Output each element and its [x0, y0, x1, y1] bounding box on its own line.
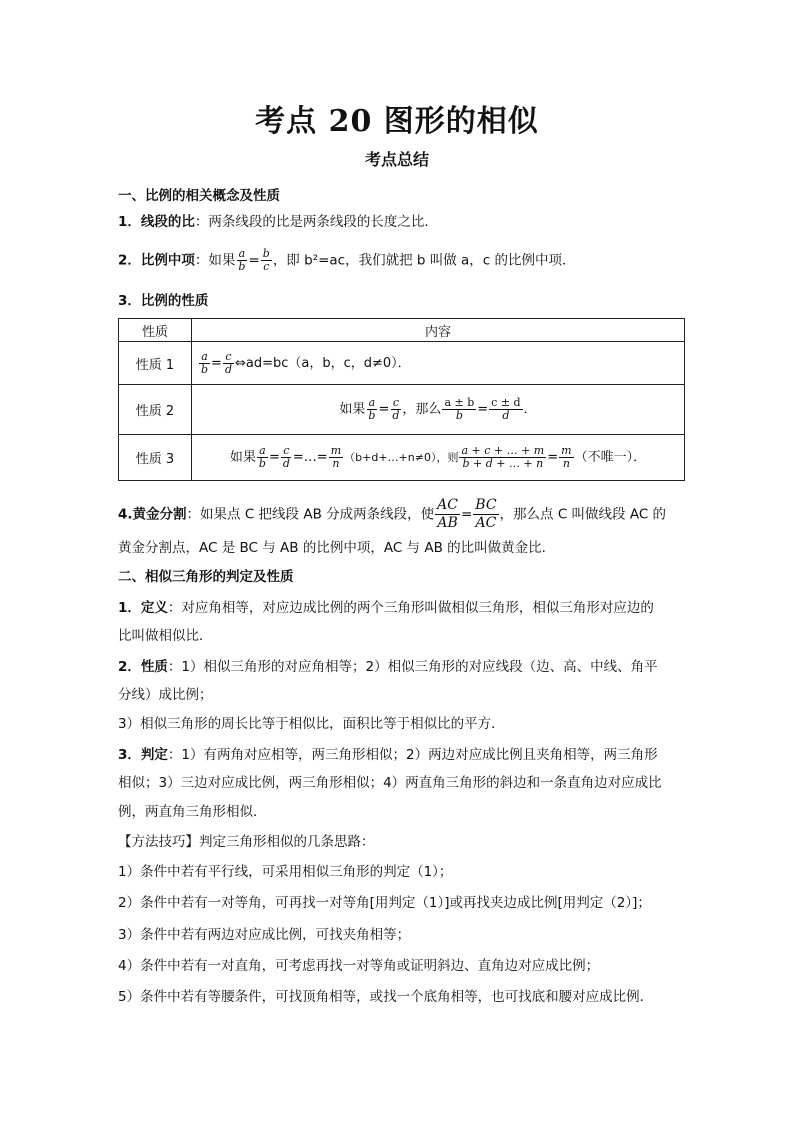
equals-sign: =	[248, 252, 260, 269]
judge-line: 3．判定：1）有两角对应相等，两三角形相似；2）两边对应成比例且夹角相等，两三角形	[118, 747, 658, 763]
fraction-ac-ab: $\frac{AC}{AB}$	[437, 497, 458, 531]
item-segment-ratio	[118, 212, 438, 232]
section1-heading: 一、比例的相关概念及性质	[118, 188, 280, 204]
fraction-bc-ac: $\frac{BC}{AC}$	[475, 497, 497, 531]
item1-label: 1．线段的比	[118, 214, 195, 230]
item-mean-proportional	[118, 248, 576, 273]
item3-label: 3．比例的性质	[118, 293, 209, 309]
properties-table	[118, 318, 685, 481]
row3-content: 如果 $\frac{a}{b}$ = $\frac{c}{d}$ =…= $\frac{m}{n}$ （b+d+…+n≠0），则 $\frac{a + c + \dots + m}{b + d + \dots + n}$ = $\frac{m}{n}$ （不唯一）．	[192, 435, 685, 481]
fraction-a-over-b: $\frac{a}{b}$	[238, 247, 246, 273]
property-line2: 分线）成比例；	[118, 687, 213, 703]
fraction: $\frac{m}{n}$	[561, 444, 572, 470]
definition-line: 1．定义：对应角相等，对应边成比例的两个三角形叫做相似三角形，相似三角形对应边的	[118, 600, 654, 616]
table-row	[119, 385, 685, 435]
tip-item: 4）条件中若有一对直角，可考虑再找一对等角或证明斜边、直角边对应成比例；	[118, 958, 600, 974]
property-line: 2．性质：1）相似三角形的对应角相等；2）相似三角形的对应线段（边、高、中线、角平	[118, 659, 658, 675]
fraction: $\frac{c \pm d}{d}$	[491, 396, 521, 422]
row2-label: 性质 2	[119, 385, 192, 435]
tip-item: 3）条件中若有两边对应成比例，可找夹角相等；	[118, 927, 411, 943]
row1-label: 性质 1	[119, 342, 192, 385]
property-line3: 3）相似三角形的周长比等于相似比，面积比等于相似比的平方．	[118, 716, 505, 732]
item2-pre: ：如果	[194, 252, 236, 269]
page-title: 考点 20 图形的相似	[255, 104, 539, 139]
tip-item: 1）条件中若有平行线，可采用相似三角形的判定（1）；	[118, 864, 453, 880]
golden-line2: 黄金分割点，AC 是 BC 与 AB 的比例中项，AC 与 AB 的比叫做黄金比．	[118, 540, 556, 556]
fraction-b-over-c: $\frac{b}{c}$	[262, 247, 270, 273]
tips-heading: 【方法技巧】判定三角形相似的几条思路：	[118, 834, 375, 850]
golden-label: 4.黄金分割	[118, 506, 187, 523]
row2-content: 如果 $\frac{a}{b}$ = $\frac{c}{d}$ ，那么 $\frac{a \pm b}{b}$ = $\frac{c \pm d}{d}$ ．	[192, 385, 685, 435]
page-subtitle: 考点总结	[364, 150, 429, 169]
tip-item: 5）条件中若有等腰条件，可找顶角相等，或找一个底角相等，也可找底和腰对应成比例．	[118, 989, 654, 1005]
section2-heading: 二、相似三角形的判定及性质	[118, 569, 294, 585]
definition-line2: 比叫做相似比．	[118, 628, 213, 644]
fraction: $\frac{a}{b}$	[258, 444, 266, 470]
table-row	[119, 342, 685, 385]
judge-line3: 例，两直角三角形相似．	[118, 804, 267, 820]
item2-label: 2．比例中项	[118, 252, 195, 269]
judge-line2: 相似；3）三边对应成比例，两三角形相似；4）两直角三角形的斜边和一条直角边对应成比	[118, 775, 662, 791]
item2-mid: ，即 b²=ac，我们就把 b 叫做 a，c 的比例中项．	[272, 252, 576, 269]
table-row	[119, 435, 685, 481]
table-header-content: 内容	[192, 319, 685, 342]
fraction: $\frac{a}{b}$	[368, 396, 376, 422]
row1-content: $\frac{a}{b}$ = $\frac{c}{d}$ ⇔ad=bc（a，b，c，d≠0）．	[192, 342, 685, 385]
item1-text: ：两条线段的比是两条线段的长度之比．	[194, 214, 438, 230]
fraction: $\frac{c}{d}$	[224, 349, 232, 376]
golden-section: 4.黄金分割：如果点 C 把线段 AB 分成两条线段，使 $\frac{AC}{AB}$ = $\frac{BC}{AC}$ ，那么点 C 叫做线段 AC 的	[118, 497, 667, 531]
fraction: $\frac{a \pm b}{b}$	[444, 396, 475, 422]
table-header-property: 性质	[119, 319, 192, 342]
fraction: $\frac{a}{b}$	[201, 349, 209, 376]
fraction: $\frac{m}{n}$	[330, 444, 342, 470]
row1-tail: ⇔ad=bc（a，b，c，d≠0）．	[235, 355, 411, 371]
fraction: $\frac{c}{d}$	[392, 396, 400, 422]
tip-item: 2）条件中若有一对等角，可再找一对等角[用判定（1）]或再找夹边成比例[用判定（2）]；	[118, 895, 651, 911]
table-header-row	[119, 319, 685, 342]
fraction: $\frac{a + c + \dots + m}{b + d + \dots + n}$	[461, 444, 545, 470]
fraction: $\frac{c}{d}$	[282, 444, 290, 470]
row3-label: 性质 3	[119, 435, 192, 481]
